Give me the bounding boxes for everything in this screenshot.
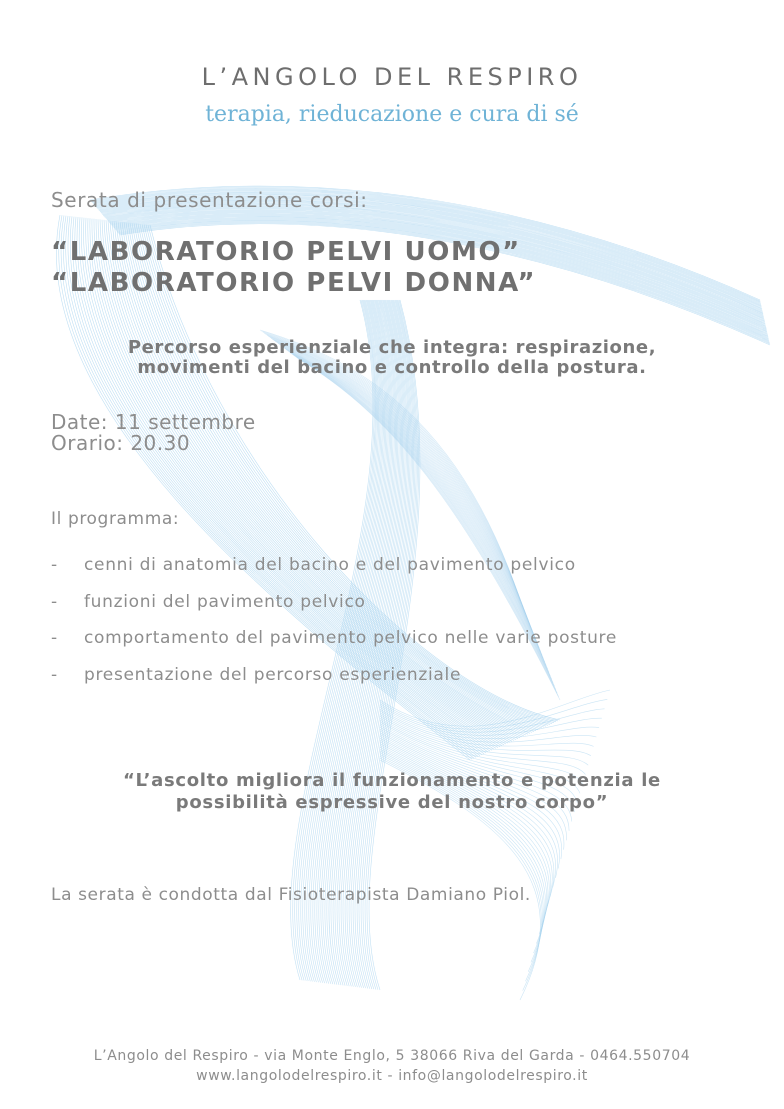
description-line: Percorso esperienziale che integra: respirazione, — [127, 337, 657, 358]
organization-name: L’ANGOLO DEL RESPIRO — [201, 63, 583, 91]
bullet-dash: - — [51, 555, 58, 575]
course-titles — [51, 237, 536, 299]
quote-line: possibilità espressive del nostro corpo” — [175, 792, 609, 813]
event-schedule — [51, 412, 256, 454]
bullet-dash: - — [51, 628, 58, 648]
quote — [0, 770, 784, 814]
footer-contacts: www.langolodelrespiro.it - info@langolodelrespiro.it — [196, 1068, 588, 1084]
footer — [0, 1046, 784, 1086]
course-description — [0, 338, 784, 378]
conductor-note: La serata è condotta dal Fisioterapista Damiano Piol. — [51, 885, 531, 905]
course-title-donna: “LABORATORIO PELVI DONNA” — [51, 268, 537, 298]
event-time: Orario: 20.30 — [51, 431, 191, 455]
program-item-text: comportamento del pavimento pelvico nelle varie posture — [84, 628, 618, 648]
program-item-text: presentazione del percorso esperienziale — [84, 664, 462, 685]
organization-tagline: terapia, rieducazione e cura di sé — [205, 102, 579, 127]
quote-line: “L’ascolto migliora il funzionamento e potenzia le — [123, 770, 661, 791]
program-heading: Il programma: — [51, 509, 180, 529]
course-title-uomo: “LABORATORIO PELVI UOMO” — [51, 237, 521, 267]
bullet-dash: - — [51, 664, 58, 685]
program-list — [51, 555, 751, 701]
program-item-text: funzioni del pavimento pelvico — [84, 591, 366, 612]
list-item — [51, 628, 751, 665]
description-line: movimenti del bacino e controllo della postura. — [137, 357, 647, 378]
event-intro: Serata di presentazione corsi: — [51, 188, 368, 212]
list-item — [51, 592, 751, 629]
bullet-dash: - — [51, 591, 58, 612]
program-item-text: cenni di anatomia del bacino e del pavimento pelvico — [84, 555, 576, 575]
list-item — [51, 555, 751, 592]
event-date: Date: 11 settembre — [51, 410, 256, 434]
footer-address: L’Angolo del Respiro - via Monte Englo, 5 38066 Riva del Garda - 0464.550704 — [93, 1048, 691, 1064]
list-item — [51, 665, 751, 702]
